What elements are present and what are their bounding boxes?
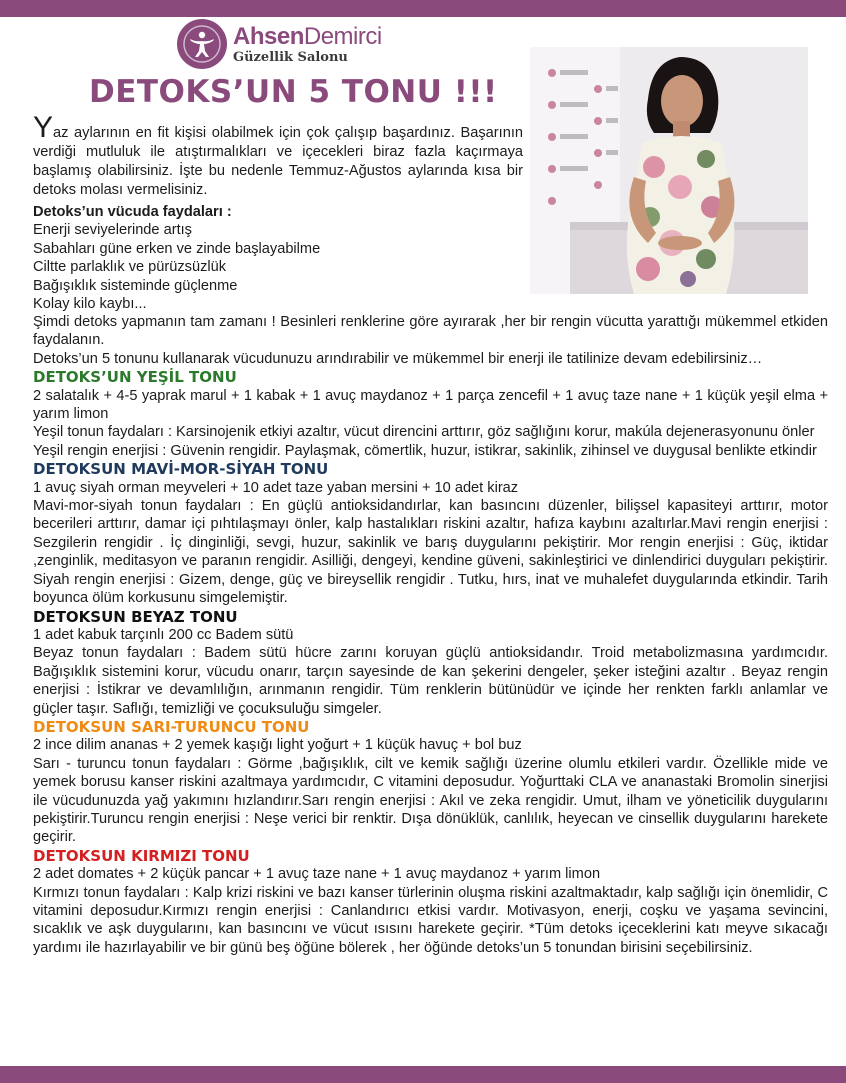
paragraph: Detoks’un 5 tonunu kullanarak vücudunuzu arındırabilir ve mükemmel bir enerji ile tatilinize devam edebilirsiniz… [33,350,763,367]
benefits-heading: Detoks’un vücuda faydaları : [33,204,232,220]
section-heading-green: DETOKS’UN YEŞİL TONU [33,368,237,387]
list-item: Sabahları güne erken ve zinde başlayabilme [33,240,321,257]
benefits-list [33,203,503,313]
brand-name-bold: Ahsen [233,22,304,50]
section-heading-blue-purple-black: DETOKSUN MAVİ-MOR-SİYAH TONU [33,460,329,479]
recipe-red: 2 adet domates + 2 küçük pancar + 1 avuç taze nane + 1 avuç maydanoz + yarım limon [33,866,601,883]
recipe-yellow-orange: 2 ince dilim ananas + 2 yemek kaşığı light yoğurt + 1 küçük havuç + bol buz [33,737,522,754]
recipe-blue-purple-black: 1 avuç siyah orman meyveleri + 10 adet taze yaban mersini + 10 adet kiraz [33,479,519,496]
intro-dropcap: Y [33,111,54,144]
benefits-yellow-orange: Sarı - turuncu tonun faydaları : Görme ,bağışıklık, cilt ve kemik sağlığı üzerine olumlu etkileri vardır. Özellikle mide ve yemek borusu kanser riskini azaltmaya yardımcıdır, C vitamini deposudur. Yoğurttaki CLA ve ananastaki Bromolin sinerjisi ile vücudunuzda yağ yakımını hızlandırır.Sarı rengin enerjisi : Akıl ve zeka rengidir. Umut, ilham ve yöneticilik duygularını pekiştirir.Turuncu rengin enerjisi : Neşe verici bir renktir. Dışa dönüklük, canlılık, heyecan ve cinsellik duygularını harekete geçirir. [33,755,828,846]
section-heading-yellow-orange: DETOKSUN SARI-TURUNCU TONU [33,717,310,736]
article-body [33,313,828,957]
section-heading-red: DETOKSUN KIRMIZI TONU [33,846,250,865]
intro-paragraph [33,111,523,200]
section-heading-white: DETOKSUN BEYAZ TONU [33,607,238,626]
intro-text: az aylarının en fit kişisi olabilmek için çok çalışıp başardınız. Başarının verdiği mutluluk ile atıştırmalıkları ve içecekleri biraz fazla kaçırmaya başlamış olabilirsiniz. İşte bu nedenle Temmuz-Ağustos aylarında kısa bir detoks molası vermelisiniz. [33,125,523,198]
benefits-red: Kırmızı tonun faydaları : Kalp krizi riskini ve bazı kanser türlerinin oluşma riskini azaltmaktadır, kalp sağlığı için önemlidir, C vitamini deposudur.Kırmızı rengin enerjisi : Canlandırıcı etkisi vardır. Motivasyon, enerji, coşku ve yaşama sevincini, sıcaklık ve aşk duygularını, kan basıncını ve vücut ısısını harekete geçirir. *Tüm detoks içeceklerini katı meyve sıkacağı yardımı ile hazırlayabilir ve bir günü beş öğüne bölerek , her öğünde detoks’un 5 tonundan birisini seçebilirsiniz. [33,884,828,956]
recipe-green: 2 salatalık + 4-5 yaprak marul + 1 kabak + 1 avuç maydanoz + 1 parça zencefil + 1 avuç taze nane + 1 küçük yeşil elma + yarım limon [33,387,828,423]
top-border-bar [0,0,846,17]
benefits-green: Yeşil tonun faydaları : Karsinojenik etkiyi azaltır, vücut direncini arttırır, göz sağlığını korur, makúla dejenerasyonunu önler [33,424,815,441]
benefits-white: Beyaz tonun faydaları : Badem sütü hücre zarını koruyan güçlü antioksidandır. Troid metabolizmasına yardımcıdır. Bağışıklık sistemini korur, vücudu onarır, tarçın sayesinde de kan şekerini dengeler, şeker isteğini azaltır . Beyaz rengin enerjisi : İstikrar ve devamlılığın, arınmanın rengidir. Tüm renklerin bütünüdür ve içinde her renkten farklı anlamlar ve güçler taşır. Saflığı, temizliği ve çocuksuluğu simgeler. [33,645,828,717]
brand-subtitle: Güzellik Salonu [233,49,348,65]
list-item: Enerji seviyelerinde artış [33,222,192,239]
brand-name [233,22,382,50]
spa-figure-icon [177,19,227,69]
bottom-border-bar [0,1066,846,1083]
benefits-blue-purple-black: Mavi-mor-siyah tonun faydaları : En güçlü antioksidandırlar, kan basıncını düzenler, bilişsel kapasiteyi arttırır, motor becerileri arttırır, damar içi pıhtılaşmayı önler, kalp hastalıkları riskini azaltır, hafıza kaybını azaltırlar.Mavi rengin enerjisi : Sezgilerin rengidir . İç dinginliği, sevgi, huzur, sakinlik ve barış duygularını pekiştirir. Mor rengin enerjisi : Güç, iktidar ,zenginlik, meditasyon ve paranın rengidir. Asilliği, dengeyi, kendine güveni, sakinleştirici ve dinlendirici duyguları pekiştirir. Siyah rengin enerjisi : Gizem, denge, güç ve bireysellik rengidir . Tutku, hırs, inat ve muhalefet duygularında etkindir. Tarih boyunca ölüm korkusunu simgelemiştir. [33,498,828,607]
brand-logo [177,17,382,71]
page-title: DETOKS’UN 5 TONU !!! [89,74,498,110]
recipe-white: 1 adet kabuk tarçınlı 200 cc Badem sütü [33,626,294,643]
paragraph: Şimdi detoks yapmanın tam zamanı ! Besinleri renklerine göre ayırarak ,her bir rengin vücutta yarattığı mükemmel etkiden faydalanın. [33,314,828,349]
list-item: Bağışıklık sisteminde güçlenme [33,277,238,294]
energy-green: Yeşil rengin enerjisi : Güvenin rengidir. Paylaşmak, cömertlik, huzur, istikrar, sakinlik, zihinsel ve duygusal benlikte etkindir [33,442,817,459]
brand-name-light: Demirci [303,22,382,50]
list-item: Ciltte parlaklık ve pürüzsüzlük [33,259,227,276]
portrait-photo [530,47,808,294]
list-item: Kolay kilo kaybı... [33,296,147,313]
